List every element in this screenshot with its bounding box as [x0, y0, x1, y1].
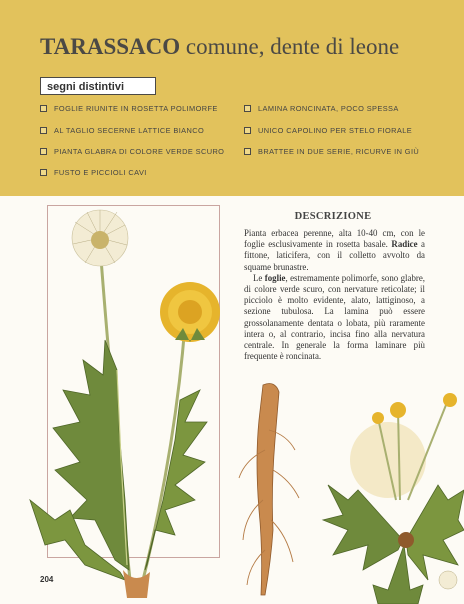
feature-label: FUSTO E PICCIOLI CAVI	[54, 168, 147, 177]
description-heading: DESCRIZIONE	[294, 211, 372, 222]
feature-item	[40, 147, 224, 156]
feature-item	[244, 104, 399, 113]
feature-label: LAMINA RONCINATA, POCO SPESSA	[258, 104, 399, 113]
distinctive-signs-badge: segni distintivi	[40, 77, 156, 95]
feature-label: BRATTEE IN DUE SERIE, RICURVE IN GIÙ	[258, 147, 420, 156]
feature-item	[40, 168, 147, 177]
feature-item	[244, 147, 419, 156]
checkbox-icon	[40, 127, 47, 134]
text-run-bold: foglie	[264, 272, 286, 283]
feature-label: PIANTA GLABRA DI COLORE VERDE SCURO	[54, 147, 225, 156]
checkbox-icon	[244, 148, 251, 155]
checkbox-icon	[40, 148, 47, 155]
feature-label: UNICO CAPOLINO PER STELO FIORALE	[258, 126, 413, 135]
rosette-illustration	[318, 390, 464, 604]
feature-item	[40, 104, 218, 113]
description-paragraph-1	[244, 228, 425, 273]
feature-label: AL TAGLIO SECERNE LATTICE BIANCO	[54, 126, 205, 135]
feature-item	[40, 126, 204, 135]
feature-item	[244, 126, 412, 135]
checkbox-icon	[40, 169, 47, 176]
dandelion-plant-illustration	[25, 200, 245, 604]
title-rest: comune, dente di leone	[180, 34, 400, 59]
text-run: Pianta erbacea perenne, alta 10-40 cm, con le foglie esclusivamente in rosetta basale.	[244, 228, 425, 250]
page-title	[40, 34, 399, 60]
page-number: 204	[40, 575, 54, 584]
header-band	[0, 0, 464, 196]
checkbox-icon	[40, 105, 47, 112]
checkbox-icon	[244, 127, 251, 134]
text-run-bold: Radice	[391, 239, 418, 250]
text-run: , estremamente polimorfe, sono glabre, di colore verde scuro, con nervature reticolate; il picciolo è molto evidente, alato, lattiginoso, a sezione tubulosa. La lamina può essere grossolanamente dentata o lobata, più raramente intera o, al contrario, incisa fino alla nervatura centrale. In generale la forma laminare più frequente è roncinata.	[244, 272, 425, 362]
description-text	[244, 228, 425, 362]
root-illustration	[235, 380, 305, 604]
feature-label: FOGLIE RIUNITE IN ROSETTA POLIMORFE	[54, 104, 218, 113]
text-run: Le	[253, 272, 265, 283]
text-run: a fittone, laticifera, con il colletto avvolto da squame brunastre.	[244, 239, 425, 272]
checkbox-icon	[244, 105, 251, 112]
description-paragraph-2	[244, 273, 425, 363]
title-bold: TARASSACO	[40, 34, 181, 59]
